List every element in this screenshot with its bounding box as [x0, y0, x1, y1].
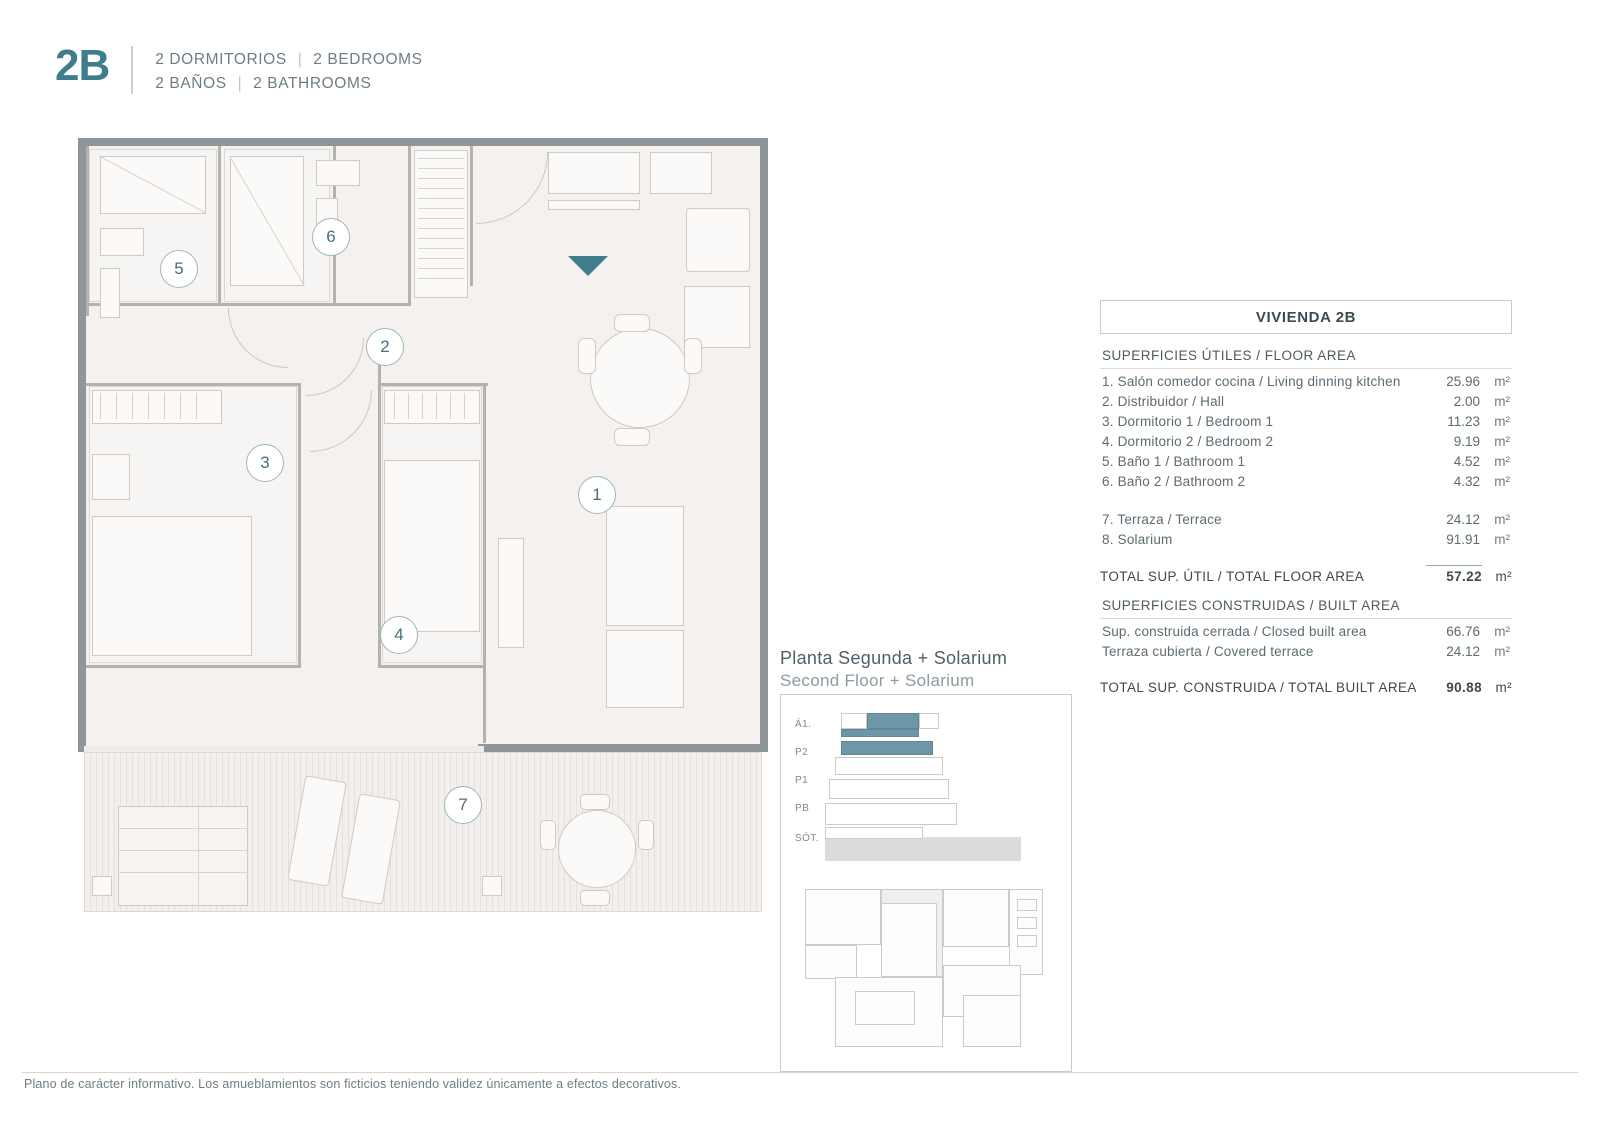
- row-unit: m²: [1494, 374, 1510, 389]
- footer-divider: [22, 1072, 1578, 1073]
- wardrobe-divider: [100, 393, 101, 419]
- nightstand: [92, 454, 130, 500]
- wardrobe-2: [384, 390, 480, 424]
- site-unit-highlight: [881, 903, 937, 977]
- hob-unit: [686, 208, 750, 272]
- row-unit: m²: [1494, 512, 1510, 527]
- row-label: 4. Dormitorio 2 / Bedroom 2: [1102, 434, 1274, 449]
- row-unit: m²: [1494, 414, 1510, 429]
- wardrobe-divider: [148, 393, 149, 419]
- level-label-sot: SÓT.: [795, 833, 819, 844]
- section-floor-p2: [841, 741, 933, 755]
- dining-chair: [614, 314, 650, 332]
- stair-tread: [418, 258, 464, 259]
- wardrobe-divider: [450, 393, 451, 419]
- row-label: 7. Terraza / Terrace: [1102, 512, 1222, 527]
- table-row: [1100, 469, 1512, 489]
- row-unit: m²: [1494, 394, 1510, 409]
- site-detail: [1017, 899, 1037, 911]
- bathrooms-line: [155, 72, 422, 96]
- areas-table: [1100, 300, 1512, 695]
- unit-code: 2B: [55, 41, 110, 90]
- site-detail: [1017, 935, 1037, 947]
- level-label-p1: P1: [795, 775, 809, 786]
- dining-chair: [614, 428, 650, 446]
- row-value: 4.52: [1453, 454, 1480, 469]
- room-marker-6: 6: [312, 218, 350, 256]
- site-block-a: [805, 889, 881, 945]
- row-value: 91.91: [1446, 532, 1480, 547]
- row-unit: m²: [1494, 532, 1510, 547]
- site-block-c: [943, 889, 1009, 947]
- dining-table: [590, 328, 690, 428]
- stair-run-terrace: [118, 806, 248, 906]
- row-value: 24.12: [1446, 512, 1480, 527]
- exterior-wall-top: [78, 138, 768, 146]
- table-row: [1100, 507, 1512, 527]
- bedrooms-es: 2 DORMITORIOS: [155, 51, 287, 68]
- wardrobe-divider: [132, 393, 133, 419]
- useful-area-heading: SUPERFICIES ÚTILES / FLOOR AREA: [1100, 334, 1512, 369]
- stair-tread: [418, 228, 464, 229]
- wardrobe-divider: [436, 393, 437, 419]
- outdoor-chair: [638, 820, 654, 850]
- table-row: [1100, 619, 1512, 639]
- sofa: [606, 506, 684, 626]
- table-row: [1100, 389, 1512, 409]
- stair-tread: [418, 208, 464, 209]
- stair-tread: [418, 238, 464, 239]
- row-label: 2. Distribuidor / Hall: [1102, 394, 1225, 409]
- kitchen-cabinet: [650, 152, 712, 194]
- partition-wall: [86, 665, 301, 668]
- ground-block: [825, 837, 1021, 861]
- row-value: 25.96: [1446, 374, 1480, 389]
- floor-plan-drawing: [78, 138, 768, 918]
- stair-rail: [198, 806, 199, 906]
- plan-outline: [78, 138, 768, 918]
- level-label-pb: PB: [795, 803, 810, 814]
- row-unit: m²: [1495, 569, 1512, 584]
- section-floor-pb: [829, 779, 949, 799]
- section-floor-p1: [835, 757, 943, 775]
- row-value: 11.23: [1447, 414, 1480, 429]
- building-section-diagram: [795, 709, 1059, 869]
- bed-double: [384, 460, 480, 632]
- partition-wall: [336, 303, 411, 306]
- row-unit: m²: [1494, 644, 1510, 659]
- outdoor-chair: [540, 820, 556, 850]
- partition-wall: [221, 303, 336, 306]
- row-unit: m²: [1494, 434, 1510, 449]
- section-basement: [825, 827, 923, 839]
- planter: [92, 876, 112, 896]
- table-row: [1100, 527, 1512, 547]
- stair-tread: [418, 158, 464, 159]
- site-block-g: [855, 991, 915, 1025]
- room-marker-2: 2: [366, 328, 404, 366]
- wardrobe-divider: [196, 393, 197, 419]
- stair-tread: [418, 268, 464, 269]
- level-label-a1: Á1.: [795, 719, 812, 730]
- bedrooms-line: [155, 48, 422, 72]
- section-floor-p2a: [841, 729, 919, 737]
- stair-tread: [118, 872, 248, 873]
- outdoor-chair: [580, 890, 610, 906]
- section-floor-a1-highlight: [867, 713, 919, 729]
- row-value: 2.00: [1453, 394, 1480, 409]
- room-marker-7: 7: [444, 786, 482, 824]
- partition-wall: [483, 383, 486, 743]
- row-unit: m²: [1494, 454, 1510, 469]
- entry-arrow-icon: [568, 256, 608, 276]
- bed-double: [92, 516, 252, 656]
- section-floor-sot: [825, 803, 957, 825]
- row-unit: m²: [1495, 680, 1512, 695]
- table-row: [1100, 449, 1512, 469]
- row-label: 8. Solarium: [1102, 532, 1173, 547]
- table-row: [1100, 429, 1512, 449]
- row-value: 24.12: [1446, 644, 1480, 659]
- dining-chair: [578, 338, 596, 374]
- keyplan-title-es: Planta Segunda + Solarium: [780, 648, 1008, 668]
- partition-wall: [298, 383, 301, 668]
- separator-icon: |: [297, 51, 303, 68]
- table-row: [1100, 639, 1512, 659]
- sink-fixture: [100, 228, 144, 256]
- section-floor-a1-right: [919, 713, 939, 729]
- row-unit: m²: [1494, 474, 1510, 489]
- exterior-wall-right: [760, 138, 768, 752]
- stair-tread: [418, 168, 464, 169]
- row-label: 3. Dormitorio 1 / Bedroom 1: [1102, 414, 1274, 429]
- site-block-i: [963, 995, 1021, 1047]
- outdoor-chair: [580, 794, 610, 810]
- section-floor-a1: [841, 713, 867, 729]
- site-plan-diagram: [795, 887, 1059, 1059]
- spacer: [1100, 489, 1512, 507]
- total-useful-value: 57.22: [1426, 565, 1482, 584]
- partition-wall: [378, 353, 381, 668]
- toilet-fixture: [100, 268, 120, 318]
- table-row: [1100, 409, 1512, 429]
- planter: [482, 876, 502, 896]
- kitchen-counter-edge: [548, 200, 640, 210]
- room-marker-5: 5: [160, 250, 198, 288]
- room-marker-4: 4: [380, 616, 418, 654]
- keyplan-title-en: Second Floor + Solarium: [780, 671, 975, 690]
- bedrooms-en: 2 BEDROOMS: [313, 51, 423, 68]
- armchair: [606, 630, 684, 708]
- stair-tread: [418, 218, 464, 219]
- room-marker-1: 1: [578, 476, 616, 514]
- keyplan-panel: [780, 648, 1072, 1072]
- exterior-wall-left: [78, 138, 86, 752]
- plan-header: [55, 41, 423, 96]
- wardrobe-divider: [116, 393, 117, 419]
- wardrobe-divider: [164, 393, 165, 419]
- site-block-e: [805, 945, 857, 979]
- row-unit: m²: [1494, 624, 1510, 639]
- sideboard: [498, 538, 524, 648]
- total-useful-label: TOTAL SUP. ÚTIL / TOTAL FLOOR AREA: [1100, 569, 1365, 584]
- partition-wall: [218, 146, 221, 306]
- row-label: 6. Baño 2 / Bathroom 2: [1102, 474, 1246, 489]
- wardrobe-divider: [422, 393, 423, 419]
- wardrobe-1: [92, 390, 222, 424]
- stair-tread: [118, 828, 248, 829]
- total-built-label: TOTAL SUP. CONSTRUIDA / TOTAL BUILT AREA: [1100, 680, 1417, 695]
- unit-title-box: VIVIENDA 2B: [1100, 300, 1512, 334]
- sink-fixture: [316, 160, 360, 186]
- stair-tread: [418, 198, 464, 199]
- exterior-wall-bottom: [478, 744, 768, 752]
- separator-icon: |: [237, 75, 243, 93]
- partition-wall: [378, 665, 486, 668]
- wardrobe-divider: [464, 393, 465, 419]
- row-label: Sup. construida cerrada / Closed built area: [1102, 624, 1367, 639]
- stair-tread: [418, 178, 464, 179]
- stair-tread: [418, 248, 464, 249]
- kitchen-counter: [548, 152, 640, 194]
- row-label: Terraza cubierta / Covered terrace: [1102, 644, 1314, 659]
- partition-wall: [408, 146, 411, 306]
- level-label-p2: P2: [795, 747, 809, 758]
- wardrobe-divider: [394, 393, 395, 419]
- room-marker-3: 3: [246, 444, 284, 482]
- partition-wall: [470, 146, 473, 286]
- built-area-heading: SUPERFICIES CONSTRUIDAS / BUILT AREA: [1100, 584, 1512, 619]
- outdoor-table: [558, 810, 636, 888]
- wardrobe-divider: [408, 393, 409, 419]
- row-label: 5. Baño 1 / Bathroom 1: [1102, 454, 1246, 469]
- bathrooms-es: 2 BAÑOS: [155, 75, 227, 93]
- total-useful-row: [1100, 556, 1512, 584]
- row-value: 4.32: [1453, 474, 1480, 489]
- stair-tread: [418, 278, 464, 279]
- stair-tread: [118, 850, 248, 851]
- total-built-row: [1100, 668, 1512, 695]
- stair-shaft: [414, 150, 468, 298]
- footer-disclaimer: Plano de carácter informativo. Los amueblamientos son ficticios teniendo validez únicamente a efectos decorativos.: [24, 1077, 682, 1091]
- row-value: 66.76: [1446, 624, 1480, 639]
- bathrooms-en: 2 BATHROOMS: [253, 75, 372, 93]
- total-built-value: 90.88: [1446, 680, 1482, 695]
- keyplan-box: [780, 694, 1072, 1072]
- table-row: [1100, 369, 1512, 389]
- row-value: 9.19: [1453, 434, 1480, 449]
- stair-tread: [418, 188, 464, 189]
- keyplan-title: [780, 648, 1080, 691]
- row-label: 1. Salón comedor cocina / Living dinning kitchen: [1102, 374, 1401, 389]
- dining-chair: [684, 338, 702, 374]
- site-detail: [1017, 917, 1037, 929]
- header-subtitle: [133, 44, 422, 96]
- wardrobe-divider: [180, 393, 181, 419]
